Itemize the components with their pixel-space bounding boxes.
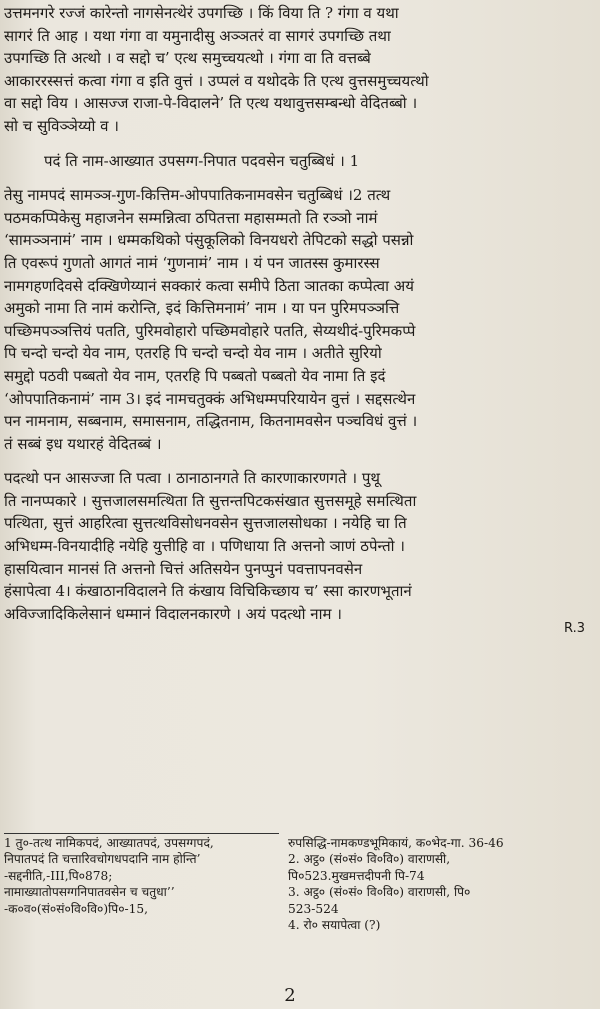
footnote-line: 2. अट्ठ० (सं०सं० वि०वि०) वाराणसी,: [288, 852, 451, 867]
footnote-line: -क०व०(सं०सं०वि०वि०)पि०-15,: [4, 901, 149, 916]
text-line: अमुको नामा ति नामं करोन्ति, इदं कित्तिमनामं’ नाम । या पन पुरिमपञ्ञत्ति: [4, 299, 400, 318]
footnote-line: पि०523.मुखमत्तदीपनी पि-74: [288, 868, 425, 883]
footnote-line: -सद्दनीति,-III,पि०878;: [4, 868, 113, 883]
text-line: तं सब्बं इध यथारहं वेदितब्बं ।: [4, 434, 162, 453]
paragraph-2: [4, 150, 564, 173]
text-line: उत्तमनगरे रज्जं कारेन्तो नागसेनत्थेरं उपगच्छि । किं विया ति ? गंगा व यथा: [4, 4, 399, 22]
text-line: पच्छिमपञ्ञत्तियं पतति, पुरिमवोहारो पच्छिमवोहारे पतति, सेय्यथीदं-पुरिमकप्पे: [4, 321, 416, 340]
footnote-line: निपातपदं ति चत्तारिवचोगधपदानि नाम होन्ति’: [4, 852, 201, 867]
footnote-line: 1 तु०-तत्थ नामिकपदं, आख्यातपदं, उपसग्गपदं,: [4, 836, 214, 850]
text-line: हासयित्वान मानसं ति अत्तनो चित्तं अतिसयेन पुनप्पुनं पवत्तापनवसेन: [4, 559, 363, 578]
text-line: ति एवरूपं गुणतो आगतं नामं ‘गुणनामं’ नाम । यं पन जातस्स कुमारस्स: [4, 253, 380, 272]
text-line: पि चन्दो चन्दो येव नाम, एतरहि पि चन्दो चन्दो येव नाम । अतीते सुरियो: [4, 344, 382, 363]
text-line: पदं ति नाम-आख्यात उपसग्ग-निपात पदवसेन चतुब्बिधं । 1: [44, 151, 360, 170]
footnotes-right-column: [288, 835, 588, 933]
text-line: ‘सामञ्ञनामं’ नाम । धम्मकथिको पंसुकूलिको विनयधरो तेपिटको सद्धो पसन्नो: [4, 231, 414, 250]
text-line: पठमकप्पिकेसु महाजनेन सम्मन्नित्वा ठपितत्ता महासम्मतो ति रञ्ञो नामं: [4, 208, 378, 227]
paragraph-4: [4, 467, 564, 625]
footnote-line: 523-524: [288, 901, 339, 916]
text-line: पदत्थो पन आसज्जा ति पत्वा । ठानाठानगते ति कारणाकारणगते । पुथू: [4, 469, 380, 488]
paragraph-3: [4, 184, 564, 455]
text-line: सो च सुविञ्ञेय्यो व ।: [4, 116, 119, 135]
footnote-line: 3. अट्ठ० (सं०सं० वि०वि०) वाराणसी, पि०: [288, 885, 471, 900]
text-line: पन नामनाम, सब्बनाम, समासनाम, तद्धितनाम, कितनामवसेन पञ्चविधं वुत्तं ।: [4, 412, 418, 431]
text-line: हंसापेत्वा 4। कंखाठानविदालने ति कंखाय विचिकिच्छाय च’ स्सा कारणभूतानं: [4, 582, 412, 601]
footnote-line: रुपसिद्धि-नामकण्डभूमिकायं, क०भेद-गा. 36-46: [288, 836, 504, 850]
text-line: ति नानप्पकारे । सुत्तजालसमत्थिता ति सुत्तन्तपिटकसंखात सुत्तसमूहे समत्थिता: [4, 491, 417, 510]
text-line: अभिधम्म-विनयादीहि नयेहि युत्तीहि वा । पणिधाया ति अत्तनो ञाणं ठपेन्तो ।: [4, 537, 405, 556]
text-line: पत्थिता, सुत्तं आहरित्वा सुत्तत्थविसोधनवसेन सुत्तजालसोधका । नयेहि चा ति: [4, 514, 407, 533]
text-line: तेसु नामपदं सामञ्ञ-गुण-कित्तिम-ओपपातिकनामवसेन चतुब्बिधं ।2 तत्थ: [4, 186, 391, 205]
footnote-divider: [4, 833, 279, 834]
text-line: नामगहणदिवसे दक्खिणेय्यानं सक्कारं कत्वा समीपे ठिता ञातका कप्पेत्वा अयं: [4, 276, 414, 295]
footnote-line: 4. रो० सयापेत्वा (?): [288, 918, 381, 933]
text-line: समुद्दो पठवी पब्बतो येव नाम, एतरहि पि पब्बतो पब्बतो येव नामा ति इदं: [4, 366, 386, 385]
footnote-line: नामाख्यातोपसग्गनिपातवसेन च चतुधा’’: [4, 885, 175, 900]
paragraph-1: [4, 2, 564, 138]
text-line: अविज्जादिकिलेसानं धम्मानं विदालनकारणे । अयं पदत्थो नाम ।: [4, 604, 342, 623]
text-line: उपगच्छि ति अत्थो । व सद्दो च’ एत्थ समुच्चयत्थो । गंगा वा ति वत्तब्बे: [4, 49, 371, 68]
text-line: आकाररस्सत्तं कत्वा गंगा व इति वुत्तं । उप्पलं व यथोदके ति एत्थ वुत्तसमुच्चयत्थो: [4, 71, 429, 90]
text-line: वा सद्दो विय । आसज्ज राजा-पे-विदालने’ ति एत्थ यथावुत्तसम्बन्धो वेदितब्बो ।: [4, 94, 418, 113]
page-number: 2: [284, 985, 296, 1006]
text-line: सागरं ति आह । यथा गंगा वा यमुनादीसु अञ्ञतरं वा सागरं उपगच्छि तथा: [4, 26, 391, 45]
main-text: [4, 2, 564, 637]
footnotes-left-column: [4, 835, 286, 917]
margin-reference: R.3: [564, 621, 585, 636]
text-line: ‘ओपपातिकनामं’ नाम 3। इदं नामचतुक्कं अभिधम्मपरियायेन वुत्तं । सद्दसत्थेन: [4, 389, 416, 408]
